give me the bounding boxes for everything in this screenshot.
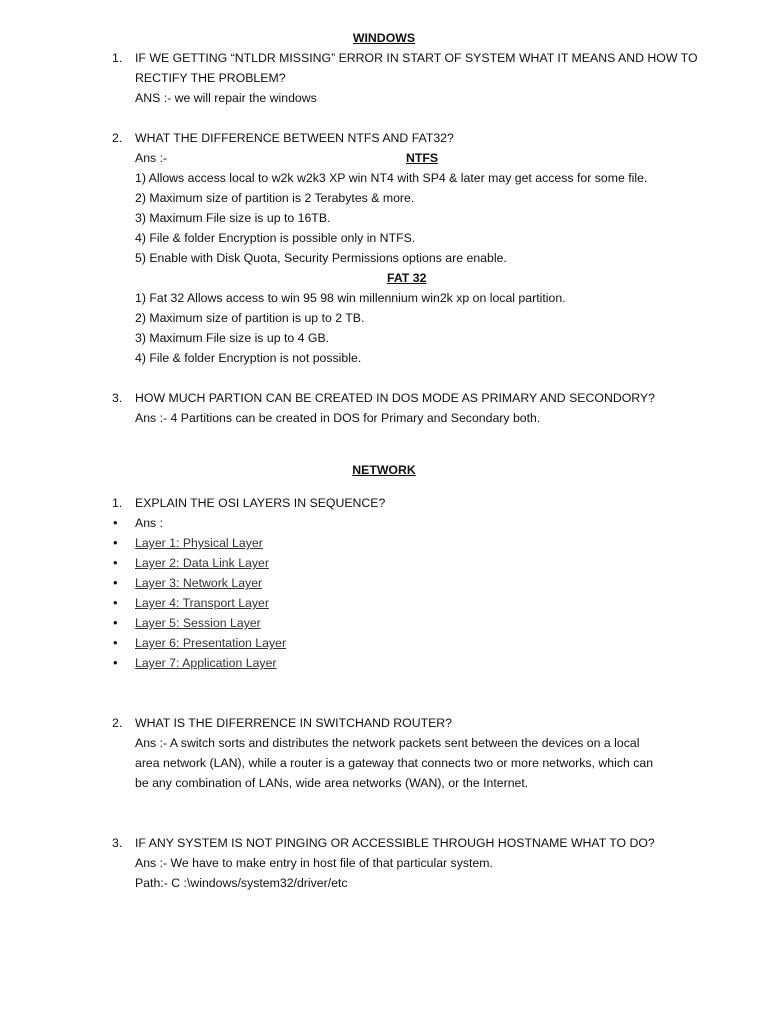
ntfs-point: 5) Enable with Disk Quota, Security Permissions options are enable. (135, 251, 507, 265)
question-number: 2. (112, 716, 123, 730)
osi-layer-link[interactable]: Layer 5: Session Layer (135, 616, 261, 630)
question-text: EXPLAIN THE OSI LAYERS IN SEQUENCE? (135, 496, 386, 510)
osi-layer-link[interactable]: Layer 3: Network Layer (135, 576, 263, 590)
question-number: 3. (112, 391, 123, 405)
question-text: HOW MUCH PARTION CAN BE CREATED IN DOS MODE AS PRIMARY AND SECONDORY? (135, 391, 655, 405)
fat32-point: 1) Fat 32 Allows access to win 95 98 win millennium win2k xp on local partition. (135, 291, 566, 305)
bullet-point: • (113, 575, 118, 590)
hosts-file-path: Path:- C :\windows/system32/driver/etc (135, 876, 348, 890)
osi-layer-link[interactable]: Layer 6: Presentation Layer (135, 636, 287, 650)
ntfs-subheading: NTFS (406, 151, 439, 165)
question-text: WHAT THE DIFFERENCE BETWEEN NTFS AND FAT32? (135, 131, 454, 145)
question-text: RECTIFY THE PROBLEM? (135, 71, 286, 85)
fat32-point: 3) Maximum File size is up to 4 GB. (135, 331, 330, 345)
osi-layer-link[interactable]: Layer 4: Transport Layer (135, 596, 269, 610)
question-number: 3. (112, 836, 123, 850)
question-number: 1. (112, 496, 123, 510)
section-heading-network: NETWORK (352, 463, 416, 477)
answer-text: Ans :- We have to make entry in host file of that particular system. (135, 856, 493, 870)
ntfs-point: 3) Maximum File size is up to 16TB. (135, 211, 331, 225)
answer-label: Ans : (135, 516, 164, 530)
answer-text: be any combination of LANs, wide area networks (WAN), or the Internet. (135, 776, 529, 790)
bullet-point: • (113, 635, 118, 650)
bullet-point: • (113, 615, 118, 630)
bullet-point: • (113, 555, 118, 570)
question-text: IF ANY SYSTEM IS NOT PINGING OR ACCESSIBLE THROUGH HOSTNAME WHAT TO DO? (135, 836, 655, 850)
question-number: 1. (112, 51, 123, 65)
question-text: WHAT IS THE DIFERRENCE IN SWITCHAND ROUTER? (135, 716, 453, 730)
ntfs-point: 4) File & folder Encryption is possible only in NTFS. (135, 231, 416, 245)
ntfs-point: 2) Maximum size of partition is 2 Terabytes & more. (135, 191, 415, 205)
question-number: 2. (112, 131, 123, 145)
bullet-point: • (113, 655, 118, 670)
bullet-point: • (113, 535, 118, 550)
ntfs-point: 1) Allows access local to w2k w2k3 XP win NT4 with SP4 & later may get access for some file. (135, 171, 648, 185)
answer-text: Ans :- 4 Partitions can be created in DOS for Primary and Secondary both. (135, 411, 541, 425)
fat32-point: 4) File & folder Encryption is not possible. (135, 351, 362, 365)
bullet-point: • (113, 595, 118, 610)
answer-text: ANS :- we will repair the windows (135, 91, 317, 105)
question-text: IF WE GETTING “NTLDR MISSING” ERROR IN START OF SYSTEM WHAT IT MEANS AND HOW TO (135, 51, 698, 65)
answer-text: area network (LAN), while a router is a gateway that connects two or more networks, which can (135, 756, 654, 770)
osi-layer-link[interactable]: Layer 1: Physical Layer (135, 536, 263, 550)
fat32-subheading: FAT 32 (387, 271, 427, 285)
osi-layer-link[interactable]: Layer 7: Application Layer (135, 656, 277, 670)
answer-text: Ans :- A switch sorts and distributes the network packets sent between the devices on a local (135, 736, 640, 750)
answer-label: Ans :- (135, 151, 168, 165)
osi-layer-link[interactable]: Layer 2: Data Link Layer (135, 556, 269, 570)
section-heading-windows: WINDOWS (352, 31, 416, 45)
fat32-point: 2) Maximum size of partition is up to 2 TB. (135, 311, 365, 325)
bullet-point: • (113, 515, 118, 530)
